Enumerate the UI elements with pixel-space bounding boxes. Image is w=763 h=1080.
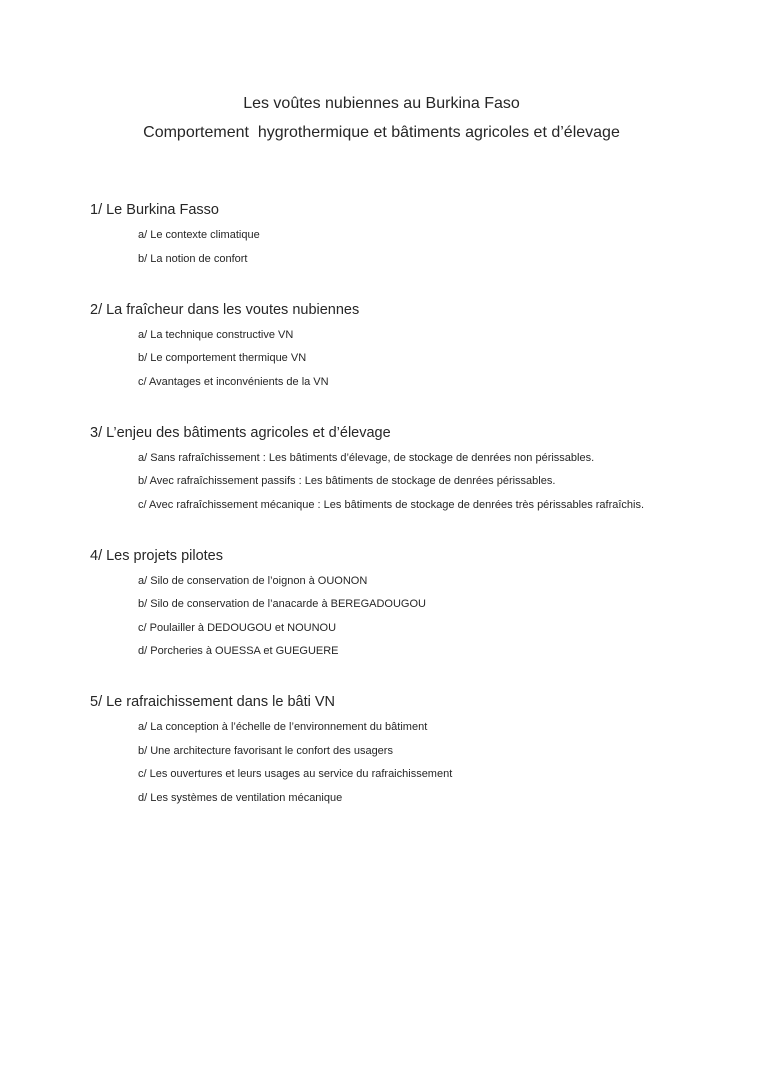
toc-item: b/ Le comportement thermique VN [138, 352, 307, 364]
document-title: Les voûtes nubiennes au Burkina Faso [243, 95, 520, 112]
document-subtitle: Comportement hygrothermique et bâtiments agricoles et d’élevage [143, 124, 620, 141]
section-heading-5: 5/ Le rafraichissement dans le bâti VN [90, 694, 336, 710]
toc-item: b/ Une architecture favorisant le confort des usagers [138, 744, 393, 757]
toc-item: b/ Avec rafraîchissement passifs : Les bâtiments de stockage de denrées périssables. [138, 475, 556, 487]
toc-item: d/ Porcheries à OUESSA et GUEGUERE [138, 645, 339, 657]
toc-item: a/ La conception à l’échelle de l’environnement du bâtiment [138, 721, 428, 733]
section-heading-4: 4/ Les projets pilotes [90, 547, 223, 564]
toc-item: a/ La technique constructive VN [138, 328, 294, 341]
toc-item: a/ Sans rafraîchissement : Les bâtiments d’élevage, de stockage de denrées non périssables. [138, 451, 595, 464]
toc-item: b/ La notion de confort [138, 252, 248, 265]
toc-item: c/ Les ouvertures et leurs usages au service du rafraichissement [138, 768, 453, 780]
section-heading-2: 2/ La fraîcheur dans les voutes nubiennes [90, 301, 360, 318]
toc-item: b/ Silo de conservation de l’anacarde à BEREGADOUGOU [138, 598, 426, 610]
toc-item: c/ Avantages et inconvénients de la VN [138, 375, 329, 388]
toc-item: d/ Les systèmes de ventilation mécanique [138, 791, 343, 804]
toc-item: a/ Silo de conservation de l’oignon à OUONON [138, 574, 368, 587]
section-heading-1: 1/ Le Burkina Fasso [90, 202, 219, 218]
toc-item: a/ Le contexte climatique [138, 229, 260, 241]
section-heading-3: 3/ L’enjeu des bâtiments agricoles et d’élevage [90, 424, 391, 441]
toc-item: c/ Poulailler à DEDOUGOU et NOUNOU [138, 621, 337, 634]
toc-item: c/ Avec rafraîchissement mécanique : Les bâtiments de stockage de denrées très périssables rafraîchis. [138, 498, 645, 511]
